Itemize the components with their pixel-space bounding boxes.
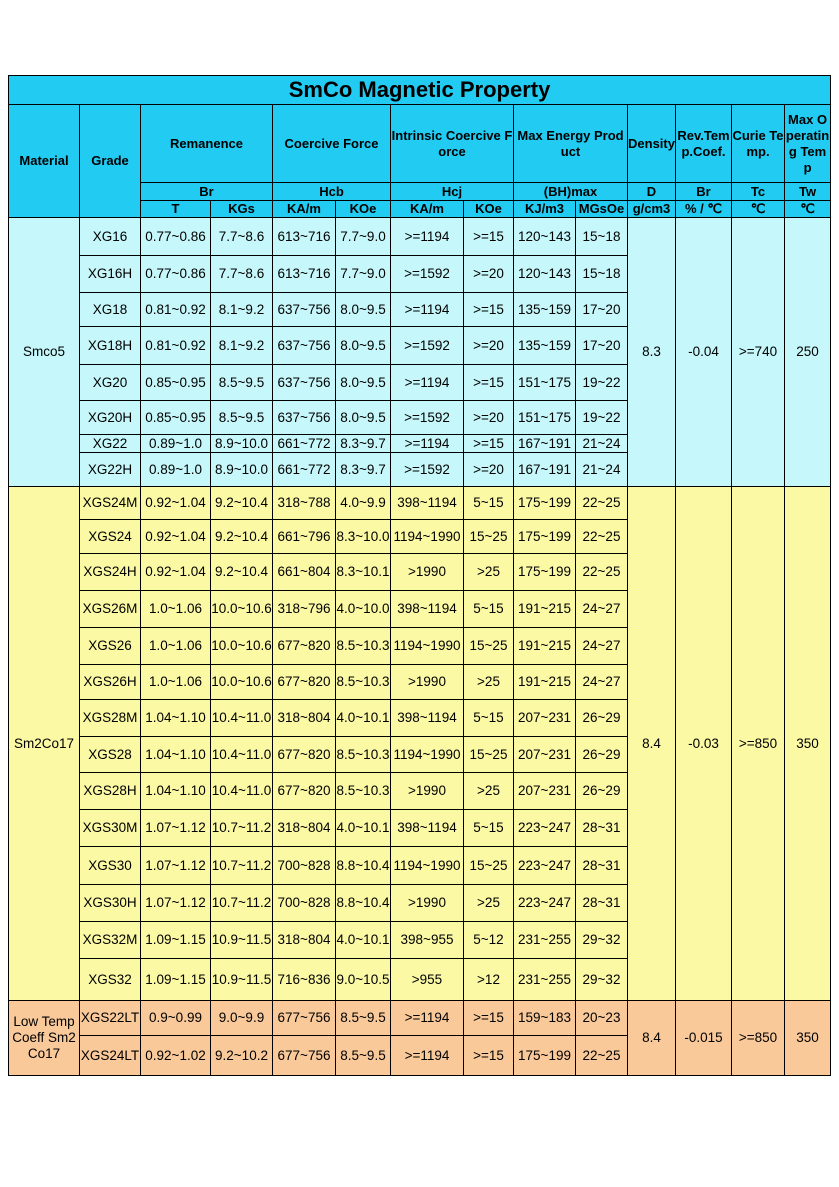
br-t-cell: 0.92~1.02 (141, 1036, 211, 1076)
hcb-koe-cell: 4.0~10.1 (336, 922, 391, 959)
hcj-kam-cell: >=1592 (391, 256, 464, 293)
br-t-cell: 0.92~1.04 (141, 520, 211, 554)
bh-mgsoe-cell: 28~31 (576, 847, 628, 885)
bh-mgsoe-cell: 24~27 (576, 665, 628, 700)
br-t-cell: 1.04~1.10 (141, 773, 211, 810)
hcj-kam-cell: >=1194 (391, 1036, 464, 1076)
unit-koe-hcj: KOe (464, 201, 514, 218)
br-t-cell: 0.92~1.04 (141, 554, 211, 591)
curie-temp-cell: >=850 (732, 1001, 785, 1076)
bh-mgsoe-cell: 19~22 (576, 365, 628, 401)
br-t-cell: 0.77~0.86 (141, 256, 211, 293)
grade-cell: XGS28 (80, 737, 141, 773)
symbol-d: D (628, 183, 676, 201)
grade-cell: XG16H (80, 256, 141, 293)
br-kgs-cell: 10.7~11.2 (211, 847, 273, 885)
bh-kjm3-cell: 191~215 (514, 665, 576, 700)
max-operating-temp-cell: 350 (785, 487, 831, 1001)
hcb-koe-cell: 8.0~9.5 (336, 327, 391, 365)
bh-mgsoe-cell: 28~31 (576, 810, 628, 847)
bh-mgsoe-cell: 26~29 (576, 737, 628, 773)
unit-gcm3: g/cm3 (628, 201, 676, 218)
unit-t: T (141, 201, 211, 218)
hcj-koe-cell: >25 (464, 773, 514, 810)
material-cell: Smco5 (9, 218, 80, 487)
hcj-kam-cell: >=1194 (391, 218, 464, 256)
hcb-koe-cell: 4.0~9.9 (336, 487, 391, 520)
bh-kjm3-cell: 207~231 (514, 700, 576, 737)
grade-cell: XGS24 (80, 520, 141, 554)
bh-kjm3-cell: 223~247 (514, 810, 576, 847)
hcj-kam-cell: >=1592 (391, 401, 464, 435)
hcj-kam-cell: 1194~1990 (391, 520, 464, 554)
hcj-kam-cell: >=1592 (391, 327, 464, 365)
unit-tc: ℃ (732, 201, 785, 218)
bh-kjm3-cell: 135~159 (514, 293, 576, 327)
bh-mgsoe-cell: 24~27 (576, 628, 628, 665)
symbol-tw: Tw (785, 183, 831, 201)
br-kgs-cell: 10.0~10.6 (211, 591, 273, 628)
grade-cell: XGS26 (80, 628, 141, 665)
max-operating-temp-cell: 350 (785, 1001, 831, 1076)
hcb-kam-cell: 637~756 (273, 401, 336, 435)
br-kgs-cell: 7.7~8.6 (211, 256, 273, 293)
header-density: Density (628, 105, 676, 183)
hcb-koe-cell: 8.5~9.5 (336, 1036, 391, 1076)
grade-cell: XGS24M (80, 487, 141, 520)
hcj-koe-cell: 15~25 (464, 628, 514, 665)
grade-cell: XG20 (80, 365, 141, 401)
hcb-koe-cell: 8.5~10.3 (336, 737, 391, 773)
hcj-kam-cell: >=1194 (391, 293, 464, 327)
header-intrinsic-coercive-force: Intrinsic Coercive Force (391, 105, 514, 183)
br-t-cell: 1.07~1.12 (141, 885, 211, 922)
hcb-koe-cell: 4.0~10.1 (336, 700, 391, 737)
unit-mgsoe: MGsOe (576, 201, 628, 218)
bh-kjm3-cell: 175~199 (514, 554, 576, 591)
curie-temp-cell: >=740 (732, 218, 785, 487)
hcb-koe-cell: 9.0~10.5 (336, 959, 391, 1001)
bh-mgsoe-cell: 17~20 (576, 293, 628, 327)
grade-cell: XGS24LT (80, 1036, 141, 1076)
hcj-kam-cell: >=1194 (391, 435, 464, 453)
hcb-kam-cell: 677~820 (273, 628, 336, 665)
br-t-cell: 1.0~1.06 (141, 591, 211, 628)
hcj-koe-cell: >=20 (464, 401, 514, 435)
hcb-koe-cell: 8.8~10.4 (336, 885, 391, 922)
bh-mgsoe-cell: 28~31 (576, 885, 628, 922)
hcj-kam-cell: >1990 (391, 554, 464, 591)
hcj-koe-cell: >25 (464, 885, 514, 922)
grade-cell: XG22H (80, 453, 141, 487)
hcj-kam-cell: 1194~1990 (391, 628, 464, 665)
hcj-koe-cell: >25 (464, 554, 514, 591)
br-kgs-cell: 8.9~10.0 (211, 453, 273, 487)
hcj-koe-cell: >12 (464, 959, 514, 1001)
unit-kam-hcb: KA/m (273, 201, 336, 218)
title-row (9, 76, 831, 105)
table-row (9, 487, 831, 520)
hcj-kam-cell: >=1592 (391, 453, 464, 487)
grade-cell: XGS26M (80, 591, 141, 628)
br-t-cell: 1.07~1.12 (141, 810, 211, 847)
br-t-cell: 0.92~1.04 (141, 487, 211, 520)
grade-cell: XGS30M (80, 810, 141, 847)
bh-kjm3-cell: 231~255 (514, 922, 576, 959)
hcb-koe-cell: 7.7~9.0 (336, 218, 391, 256)
bh-kjm3-cell: 231~255 (514, 959, 576, 1001)
rev-temp-coef-cell: -0.03 (676, 487, 732, 1001)
header-max-energy-product: Max Energy Product (514, 105, 628, 183)
hcj-kam-cell: 398~1194 (391, 700, 464, 737)
hcj-koe-cell: 5~15 (464, 700, 514, 737)
bh-mgsoe-cell: 21~24 (576, 453, 628, 487)
hcj-koe-cell: 15~25 (464, 737, 514, 773)
bh-kjm3-cell: 135~159 (514, 327, 576, 365)
bh-kjm3-cell: 207~231 (514, 773, 576, 810)
hcj-kam-cell: 398~1194 (391, 487, 464, 520)
hcj-koe-cell: >=15 (464, 1036, 514, 1076)
hcj-kam-cell: >=1194 (391, 1001, 464, 1036)
hcb-koe-cell: 8.5~9.5 (336, 1001, 391, 1036)
bh-kjm3-cell: 167~191 (514, 435, 576, 453)
br-kgs-cell: 10.9~11.5 (211, 922, 273, 959)
hcb-koe-cell: 8.0~9.5 (336, 293, 391, 327)
symbol-br-coef: Br (676, 183, 732, 201)
material-cell: Sm2Co17 (9, 487, 80, 1001)
bh-mgsoe-cell: 22~25 (576, 487, 628, 520)
hcj-kam-cell: >1990 (391, 773, 464, 810)
br-kgs-cell: 10.7~11.2 (211, 885, 273, 922)
density-cell: 8.4 (628, 1001, 676, 1076)
hcb-kam-cell: 637~756 (273, 365, 336, 401)
hcj-kam-cell: 398~1194 (391, 591, 464, 628)
hcb-kam-cell: 677~820 (273, 665, 336, 700)
hcb-kam-cell: 661~772 (273, 435, 336, 453)
br-t-cell: 0.9~0.99 (141, 1001, 211, 1036)
bh-kjm3-cell: 191~215 (514, 628, 576, 665)
br-kgs-cell: 10.0~10.6 (211, 628, 273, 665)
hcj-koe-cell: 15~25 (464, 520, 514, 554)
hcb-koe-cell: 8.0~9.5 (336, 365, 391, 401)
grade-cell: XGS28M (80, 700, 141, 737)
hcb-koe-cell: 8.3~10.0 (336, 520, 391, 554)
br-t-cell: 1.0~1.06 (141, 628, 211, 665)
br-kgs-cell: 8.9~10.0 (211, 435, 273, 453)
br-kgs-cell: 9.2~10.4 (211, 520, 273, 554)
bh-mgsoe-cell: 21~24 (576, 435, 628, 453)
br-kgs-cell: 10.4~11.0 (211, 737, 273, 773)
bh-mgsoe-cell: 20~23 (576, 1001, 628, 1036)
hcb-kam-cell: 613~716 (273, 218, 336, 256)
hcb-koe-cell: 8.5~10.3 (336, 665, 391, 700)
bh-kjm3-cell: 151~175 (514, 401, 576, 435)
hcj-koe-cell: >=20 (464, 256, 514, 293)
hcb-kam-cell: 318~796 (273, 591, 336, 628)
bh-mgsoe-cell: 15~18 (576, 218, 628, 256)
bh-mgsoe-cell: 22~25 (576, 1036, 628, 1076)
symbol-hcj: Hcj (391, 183, 514, 201)
br-t-cell: 0.81~0.92 (141, 293, 211, 327)
bh-kjm3-cell: 175~199 (514, 487, 576, 520)
hcj-koe-cell: 5~15 (464, 810, 514, 847)
br-t-cell: 0.85~0.95 (141, 365, 211, 401)
br-kgs-cell: 9.2~10.4 (211, 554, 273, 591)
header-coercive-force: Coercive Force (273, 105, 391, 183)
grade-cell: XGS22LT (80, 1001, 141, 1036)
bh-kjm3-cell: 167~191 (514, 453, 576, 487)
bh-kjm3-cell: 151~175 (514, 365, 576, 401)
hcj-koe-cell: 5~15 (464, 591, 514, 628)
density-cell: 8.4 (628, 487, 676, 1001)
br-kgs-cell: 8.1~9.2 (211, 327, 273, 365)
hcb-koe-cell: 4.0~10.0 (336, 591, 391, 628)
br-kgs-cell: 7.7~8.6 (211, 218, 273, 256)
header-row-labels (9, 105, 831, 183)
hcj-kam-cell: 398~1194 (391, 810, 464, 847)
hcj-kam-cell: >1990 (391, 885, 464, 922)
br-kgs-cell: 8.5~9.5 (211, 365, 273, 401)
hcj-koe-cell: 5~12 (464, 922, 514, 959)
unit-tw: ℃ (785, 201, 831, 218)
hcb-koe-cell: 8.5~10.3 (336, 628, 391, 665)
hcj-kam-cell: >1990 (391, 665, 464, 700)
bh-mgsoe-cell: 29~32 (576, 959, 628, 1001)
hcb-kam-cell: 318~804 (273, 700, 336, 737)
bh-kjm3-cell: 120~143 (514, 218, 576, 256)
header-max-operating-temp: Max Operating Temp (785, 105, 831, 183)
material-cell: Low Temp Coeff Sm2Co17 (9, 1001, 80, 1076)
bh-mgsoe-cell: 22~25 (576, 520, 628, 554)
property-table-container (8, 75, 830, 1076)
bh-mgsoe-cell: 24~27 (576, 591, 628, 628)
hcb-kam-cell: 318~804 (273, 810, 336, 847)
hcb-kam-cell: 700~828 (273, 847, 336, 885)
bh-mgsoe-cell: 29~32 (576, 922, 628, 959)
br-t-cell: 1.0~1.06 (141, 665, 211, 700)
br-kgs-cell: 8.1~9.2 (211, 293, 273, 327)
bh-kjm3-cell: 120~143 (514, 256, 576, 293)
br-t-cell: 0.81~0.92 (141, 327, 211, 365)
unit-kam-hcj: KA/m (391, 201, 464, 218)
table-row (9, 218, 831, 256)
bh-mgsoe-cell: 15~18 (576, 256, 628, 293)
hcj-koe-cell: >=15 (464, 218, 514, 256)
unit-koe-hcb: KOe (336, 201, 391, 218)
grade-cell: XG18 (80, 293, 141, 327)
hcj-koe-cell: >=20 (464, 327, 514, 365)
density-cell: 8.3 (628, 218, 676, 487)
hcb-kam-cell: 700~828 (273, 885, 336, 922)
grade-cell: XGS26H (80, 665, 141, 700)
hcb-koe-cell: 8.3~10.1 (336, 554, 391, 591)
br-t-cell: 1.04~1.10 (141, 737, 211, 773)
hcb-kam-cell: 677~756 (273, 1001, 336, 1036)
table-row (9, 1001, 831, 1036)
hcb-kam-cell: 637~756 (273, 293, 336, 327)
max-operating-temp-cell: 250 (785, 218, 831, 487)
hcb-kam-cell: 716~836 (273, 959, 336, 1001)
br-kgs-cell: 10.0~10.6 (211, 665, 273, 700)
unit-pct: % / ℃ (676, 201, 732, 218)
grade-cell: XGS32 (80, 959, 141, 1001)
header-curie-temp: Curie Temp. (732, 105, 785, 183)
hcj-koe-cell: >25 (464, 665, 514, 700)
hcj-koe-cell: >=15 (464, 1001, 514, 1036)
bh-kjm3-cell: 159~183 (514, 1001, 576, 1036)
hcj-koe-cell: >=20 (464, 453, 514, 487)
br-t-cell: 0.89~1.0 (141, 435, 211, 453)
br-kgs-cell: 10.7~11.2 (211, 810, 273, 847)
unit-kjm3: KJ/m3 (514, 201, 576, 218)
grade-cell: XG22 (80, 435, 141, 453)
table-body (9, 218, 831, 1076)
bh-kjm3-cell: 175~199 (514, 520, 576, 554)
unit-kgs: KGs (211, 201, 273, 218)
smco-property-table (8, 75, 831, 1076)
bh-kjm3-cell: 207~231 (514, 737, 576, 773)
curie-temp-cell: >=850 (732, 487, 785, 1001)
hcb-kam-cell: 661~804 (273, 554, 336, 591)
hcj-kam-cell: 1194~1990 (391, 737, 464, 773)
hcj-koe-cell: >=15 (464, 293, 514, 327)
bh-mgsoe-cell: 22~25 (576, 554, 628, 591)
br-t-cell: 0.77~0.86 (141, 218, 211, 256)
br-t-cell: 0.89~1.0 (141, 453, 211, 487)
rev-temp-coef-cell: -0.015 (676, 1001, 732, 1076)
hcj-kam-cell: >955 (391, 959, 464, 1001)
hcj-kam-cell: >=1194 (391, 365, 464, 401)
header-material: Material (9, 105, 80, 218)
symbol-br: Br (141, 183, 273, 201)
symbol-hcb: Hcb (273, 183, 391, 201)
grade-cell: XGS28H (80, 773, 141, 810)
hcb-koe-cell: 8.3~9.7 (336, 435, 391, 453)
br-kgs-cell: 10.4~11.0 (211, 700, 273, 737)
hcb-kam-cell: 661~796 (273, 520, 336, 554)
br-kgs-cell: 8.5~9.5 (211, 401, 273, 435)
hcb-kam-cell: 318~788 (273, 487, 336, 520)
hcj-koe-cell: >=15 (464, 365, 514, 401)
hcb-koe-cell: 8.0~9.5 (336, 401, 391, 435)
br-t-cell: 0.85~0.95 (141, 401, 211, 435)
grade-cell: XGS30 (80, 847, 141, 885)
bh-mgsoe-cell: 19~22 (576, 401, 628, 435)
grade-cell: XGS30H (80, 885, 141, 922)
br-kgs-cell: 10.9~11.5 (211, 959, 273, 1001)
bh-kjm3-cell: 175~199 (514, 1036, 576, 1076)
grade-cell: XG16 (80, 218, 141, 256)
symbol-tc: Tc (732, 183, 785, 201)
br-t-cell: 1.07~1.12 (141, 847, 211, 885)
bh-mgsoe-cell: 26~29 (576, 700, 628, 737)
table-title: SmCo Magnetic Property (9, 76, 831, 105)
grade-cell: XGS32M (80, 922, 141, 959)
br-kgs-cell: 9.2~10.4 (211, 487, 273, 520)
hcb-kam-cell: 637~756 (273, 327, 336, 365)
bh-mgsoe-cell: 17~20 (576, 327, 628, 365)
header-grade: Grade (80, 105, 141, 218)
hcb-kam-cell: 677~820 (273, 773, 336, 810)
hcb-kam-cell: 677~756 (273, 1036, 336, 1076)
hcj-kam-cell: 398~955 (391, 922, 464, 959)
hcb-kam-cell: 318~804 (273, 922, 336, 959)
symbol-bhmax: (BH)max (514, 183, 628, 201)
hcj-kam-cell: 1194~1990 (391, 847, 464, 885)
bh-kjm3-cell: 191~215 (514, 591, 576, 628)
header-remanence: Remanence (141, 105, 273, 183)
bh-kjm3-cell: 223~247 (514, 885, 576, 922)
header-rev-temp-coef: Rev.Temp.Coef. (676, 105, 732, 183)
br-kgs-cell: 9.0~9.9 (211, 1001, 273, 1036)
hcb-kam-cell: 677~820 (273, 737, 336, 773)
br-t-cell: 1.09~1.15 (141, 959, 211, 1001)
br-t-cell: 1.09~1.15 (141, 922, 211, 959)
hcb-koe-cell: 8.5~10.3 (336, 773, 391, 810)
br-kgs-cell: 10.4~11.0 (211, 773, 273, 810)
hcb-koe-cell: 8.3~9.7 (336, 453, 391, 487)
hcb-koe-cell: 8.8~10.4 (336, 847, 391, 885)
hcj-koe-cell: 15~25 (464, 847, 514, 885)
br-kgs-cell: 9.2~10.2 (211, 1036, 273, 1076)
bh-kjm3-cell: 223~247 (514, 847, 576, 885)
br-t-cell: 1.04~1.10 (141, 700, 211, 737)
grade-cell: XG18H (80, 327, 141, 365)
rev-temp-coef-cell: -0.04 (676, 218, 732, 487)
grade-cell: XG20H (80, 401, 141, 435)
grade-cell: XGS24H (80, 554, 141, 591)
hcb-koe-cell: 4.0~10.1 (336, 810, 391, 847)
hcb-kam-cell: 613~716 (273, 256, 336, 293)
bh-mgsoe-cell: 26~29 (576, 773, 628, 810)
hcb-koe-cell: 7.7~9.0 (336, 256, 391, 293)
hcb-kam-cell: 661~772 (273, 453, 336, 487)
hcj-koe-cell: 5~15 (464, 487, 514, 520)
hcj-koe-cell: >=15 (464, 435, 514, 453)
